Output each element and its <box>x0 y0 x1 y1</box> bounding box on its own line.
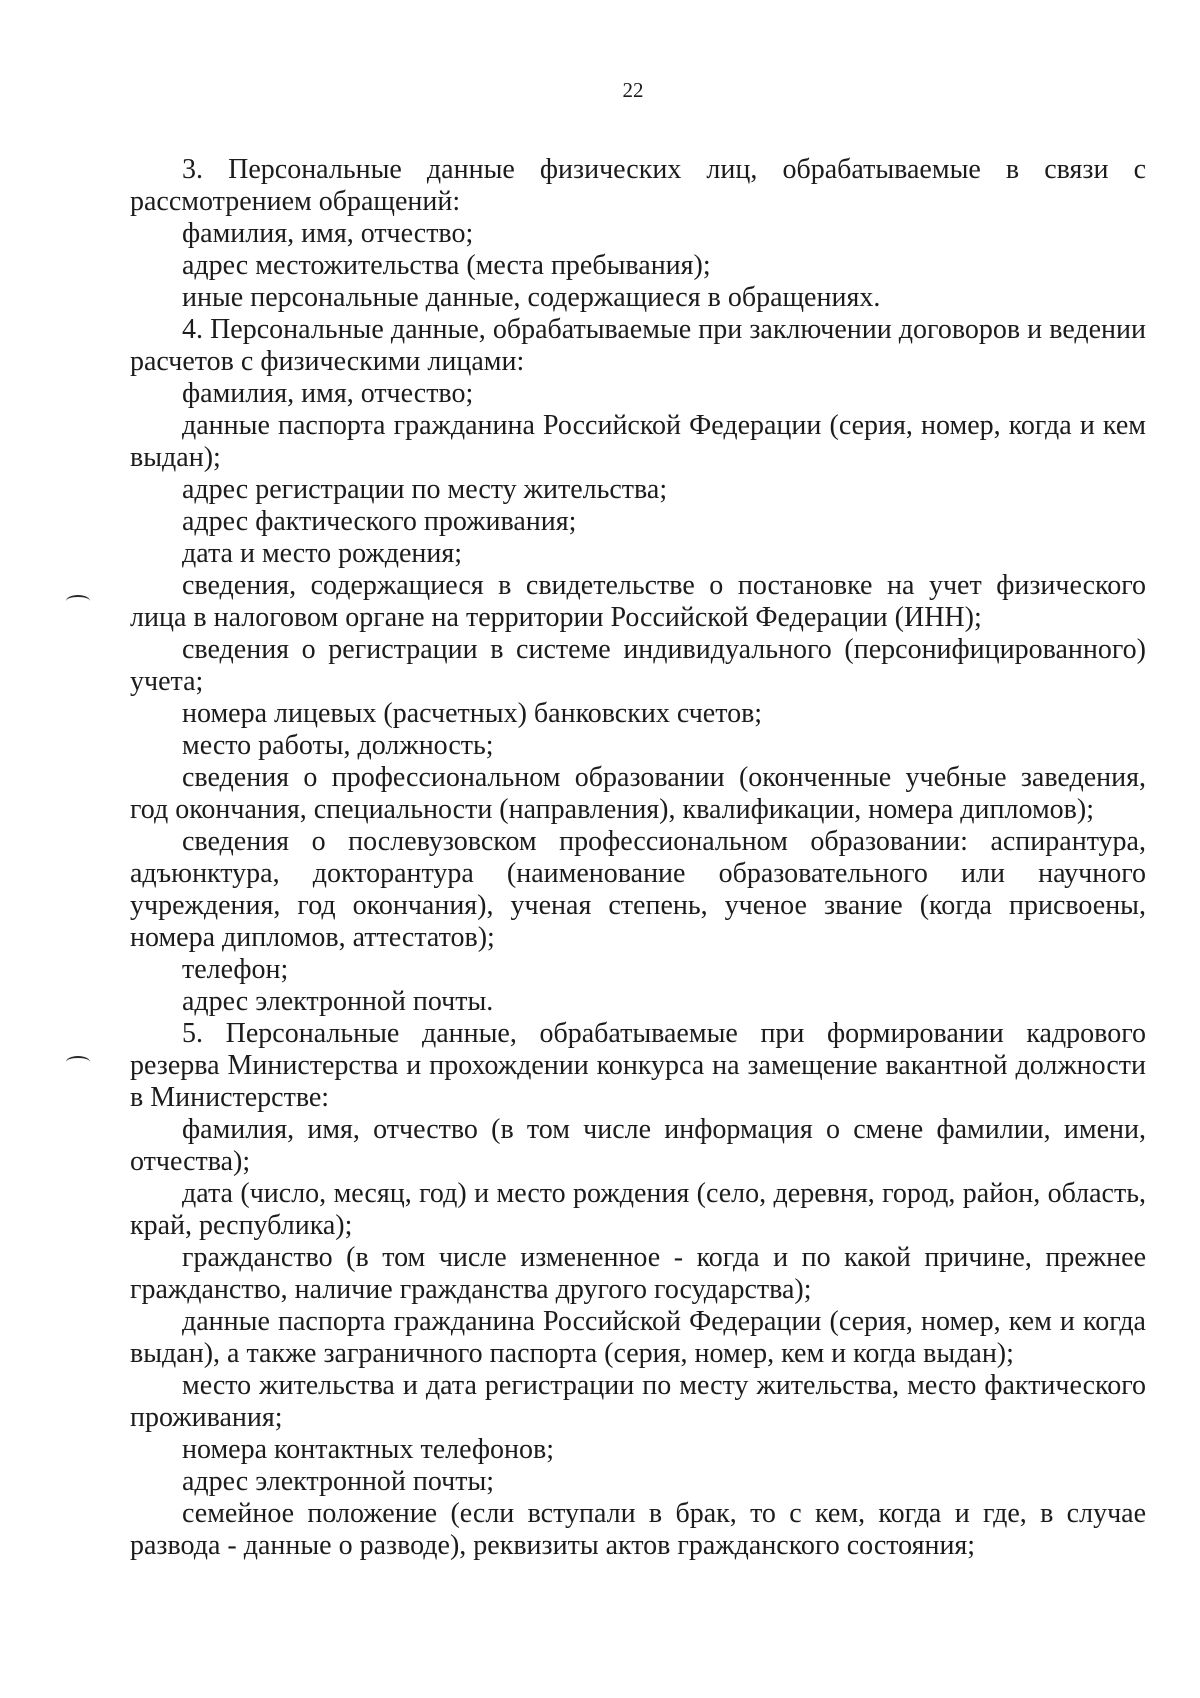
list-item: адрес местожительства (места пребывания); <box>182 250 711 281</box>
list-item: дата и место рождения; <box>182 538 463 569</box>
list-item: место жительства и дата регистрации по месту жительства, место фактического проживания; <box>130 1370 1146 1433</box>
list-item: дата (число, месяц, год) и место рождения (село, деревня, город, район, область, край, республика); <box>130 1178 1146 1241</box>
list-item: гражданство (в том числе измененное - когда и по какой причине, прежнее гражданство, наличие гражданства другого государства); <box>130 1242 1146 1305</box>
list-item: место работы, должность; <box>182 730 494 761</box>
section-3-heading: 3. Персональные данные физических лиц, обрабатываемые в связи с рассмотрением обращений: <box>130 154 1146 217</box>
list-item: семейное положение (если вступали в брак, то с кем, когда и где, в случае развода - данные о разводе), реквизиты актов гражданского состояния; <box>130 1498 1146 1561</box>
list-item: адрес электронной почты. <box>182 986 494 1017</box>
list-item: телефон; <box>182 954 289 985</box>
list-item: данные паспорта гражданина Российской Федерации (серия, номер, когда и кем выдан); <box>130 410 1146 473</box>
list-item: адрес электронной почты; <box>182 1466 495 1497</box>
list-item: номера лицевых (расчетных) банковских счетов; <box>182 698 763 729</box>
list-item: данные паспорта гражданина Российской Федерации (серия, номер, кем и когда выдан), а также заграничного паспорта (серия, номер, кем и когда выдан); <box>130 1306 1146 1369</box>
list-item: фамилия, имя, отчество (в том числе информация о смене фамилии, имени, отчества); <box>130 1114 1146 1177</box>
list-item: иные персональные данные, содержащиеся в обращениях. <box>182 282 881 313</box>
document-body <box>130 154 1146 1562</box>
list-item: адрес фактического проживания; <box>182 506 577 537</box>
list-item: адрес регистрации по месту жительства; <box>182 474 668 505</box>
list-item: сведения о регистрации в системе индивидуального (персонифицированного) учета; <box>130 634 1146 697</box>
margin-bracket-mark <box>66 595 90 607</box>
list-item: сведения о профессиональном образовании (оконченные учебные заведения, год окончания, специальности (направления), квалификации, номера дипломов); <box>130 762 1146 825</box>
page-number: 22 <box>622 78 644 102</box>
list-item: сведения, содержащиеся в свидетельстве о постановке на учет физического лица в налоговом органе на территории Российской Федерации (ИНН); <box>130 570 1146 633</box>
list-item: фамилия, имя, отчество; <box>182 218 474 249</box>
list-item: номера контактных телефонов; <box>182 1434 554 1465</box>
list-item: фамилия, имя, отчество; <box>182 378 474 409</box>
margin-bracket-mark <box>66 1056 90 1068</box>
list-item: сведения о послевузовском профессиональном образовании: аспирантура, адъюнктура, докторантура (наименование образовательного или научного учреждения, год окончания), ученая степень, ученое звание (когда присвоены, номера дипломов, аттестатов); <box>130 826 1146 953</box>
section-4-heading: 4. Персональные данные, обрабатываемые при заключении договоров и ведении расчетов с физическими лицами: <box>130 314 1146 377</box>
section-5-heading: 5. Персональные данные, обрабатываемые при формировании кадрового резерва Министерства и прохождении конкурса на замещение вакантной должности в Министерстве: <box>130 1018 1146 1113</box>
